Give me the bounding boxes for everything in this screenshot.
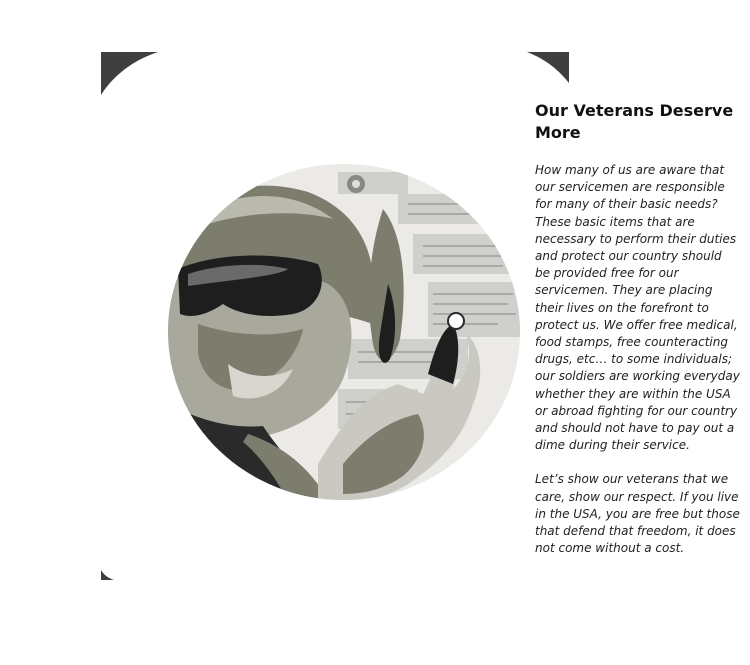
article (535, 100, 740, 557)
corner-decoration-top-right (527, 52, 569, 83)
soldier-artwork (168, 164, 520, 500)
article-paragraph-2: Let’s show our veterans that we care, show our respect. If you live in the USA, you are free but those that defend that freedom, it does not come without a cost. (535, 472, 740, 556)
corner-decoration-top-left (101, 52, 158, 95)
article-paragraph-1: How many of us are aware that our servicemen are responsible for many of their basic needs? These basic items that are necessary to perform their duties and protect our country should be provided free for our servicemen. They are placing their lives on the forefront to protect us. We offer free medical, food stamps, free counteracting drugs, etc… to some individuals; our soldiers are working everyday whether they are within the USA or abroad fighting for our country and should not have to pay out a dime during their service. (535, 163, 740, 453)
article-title: Our Veterans Deserve More (535, 101, 734, 142)
corner-decoration-bottom-left (101, 570, 114, 580)
